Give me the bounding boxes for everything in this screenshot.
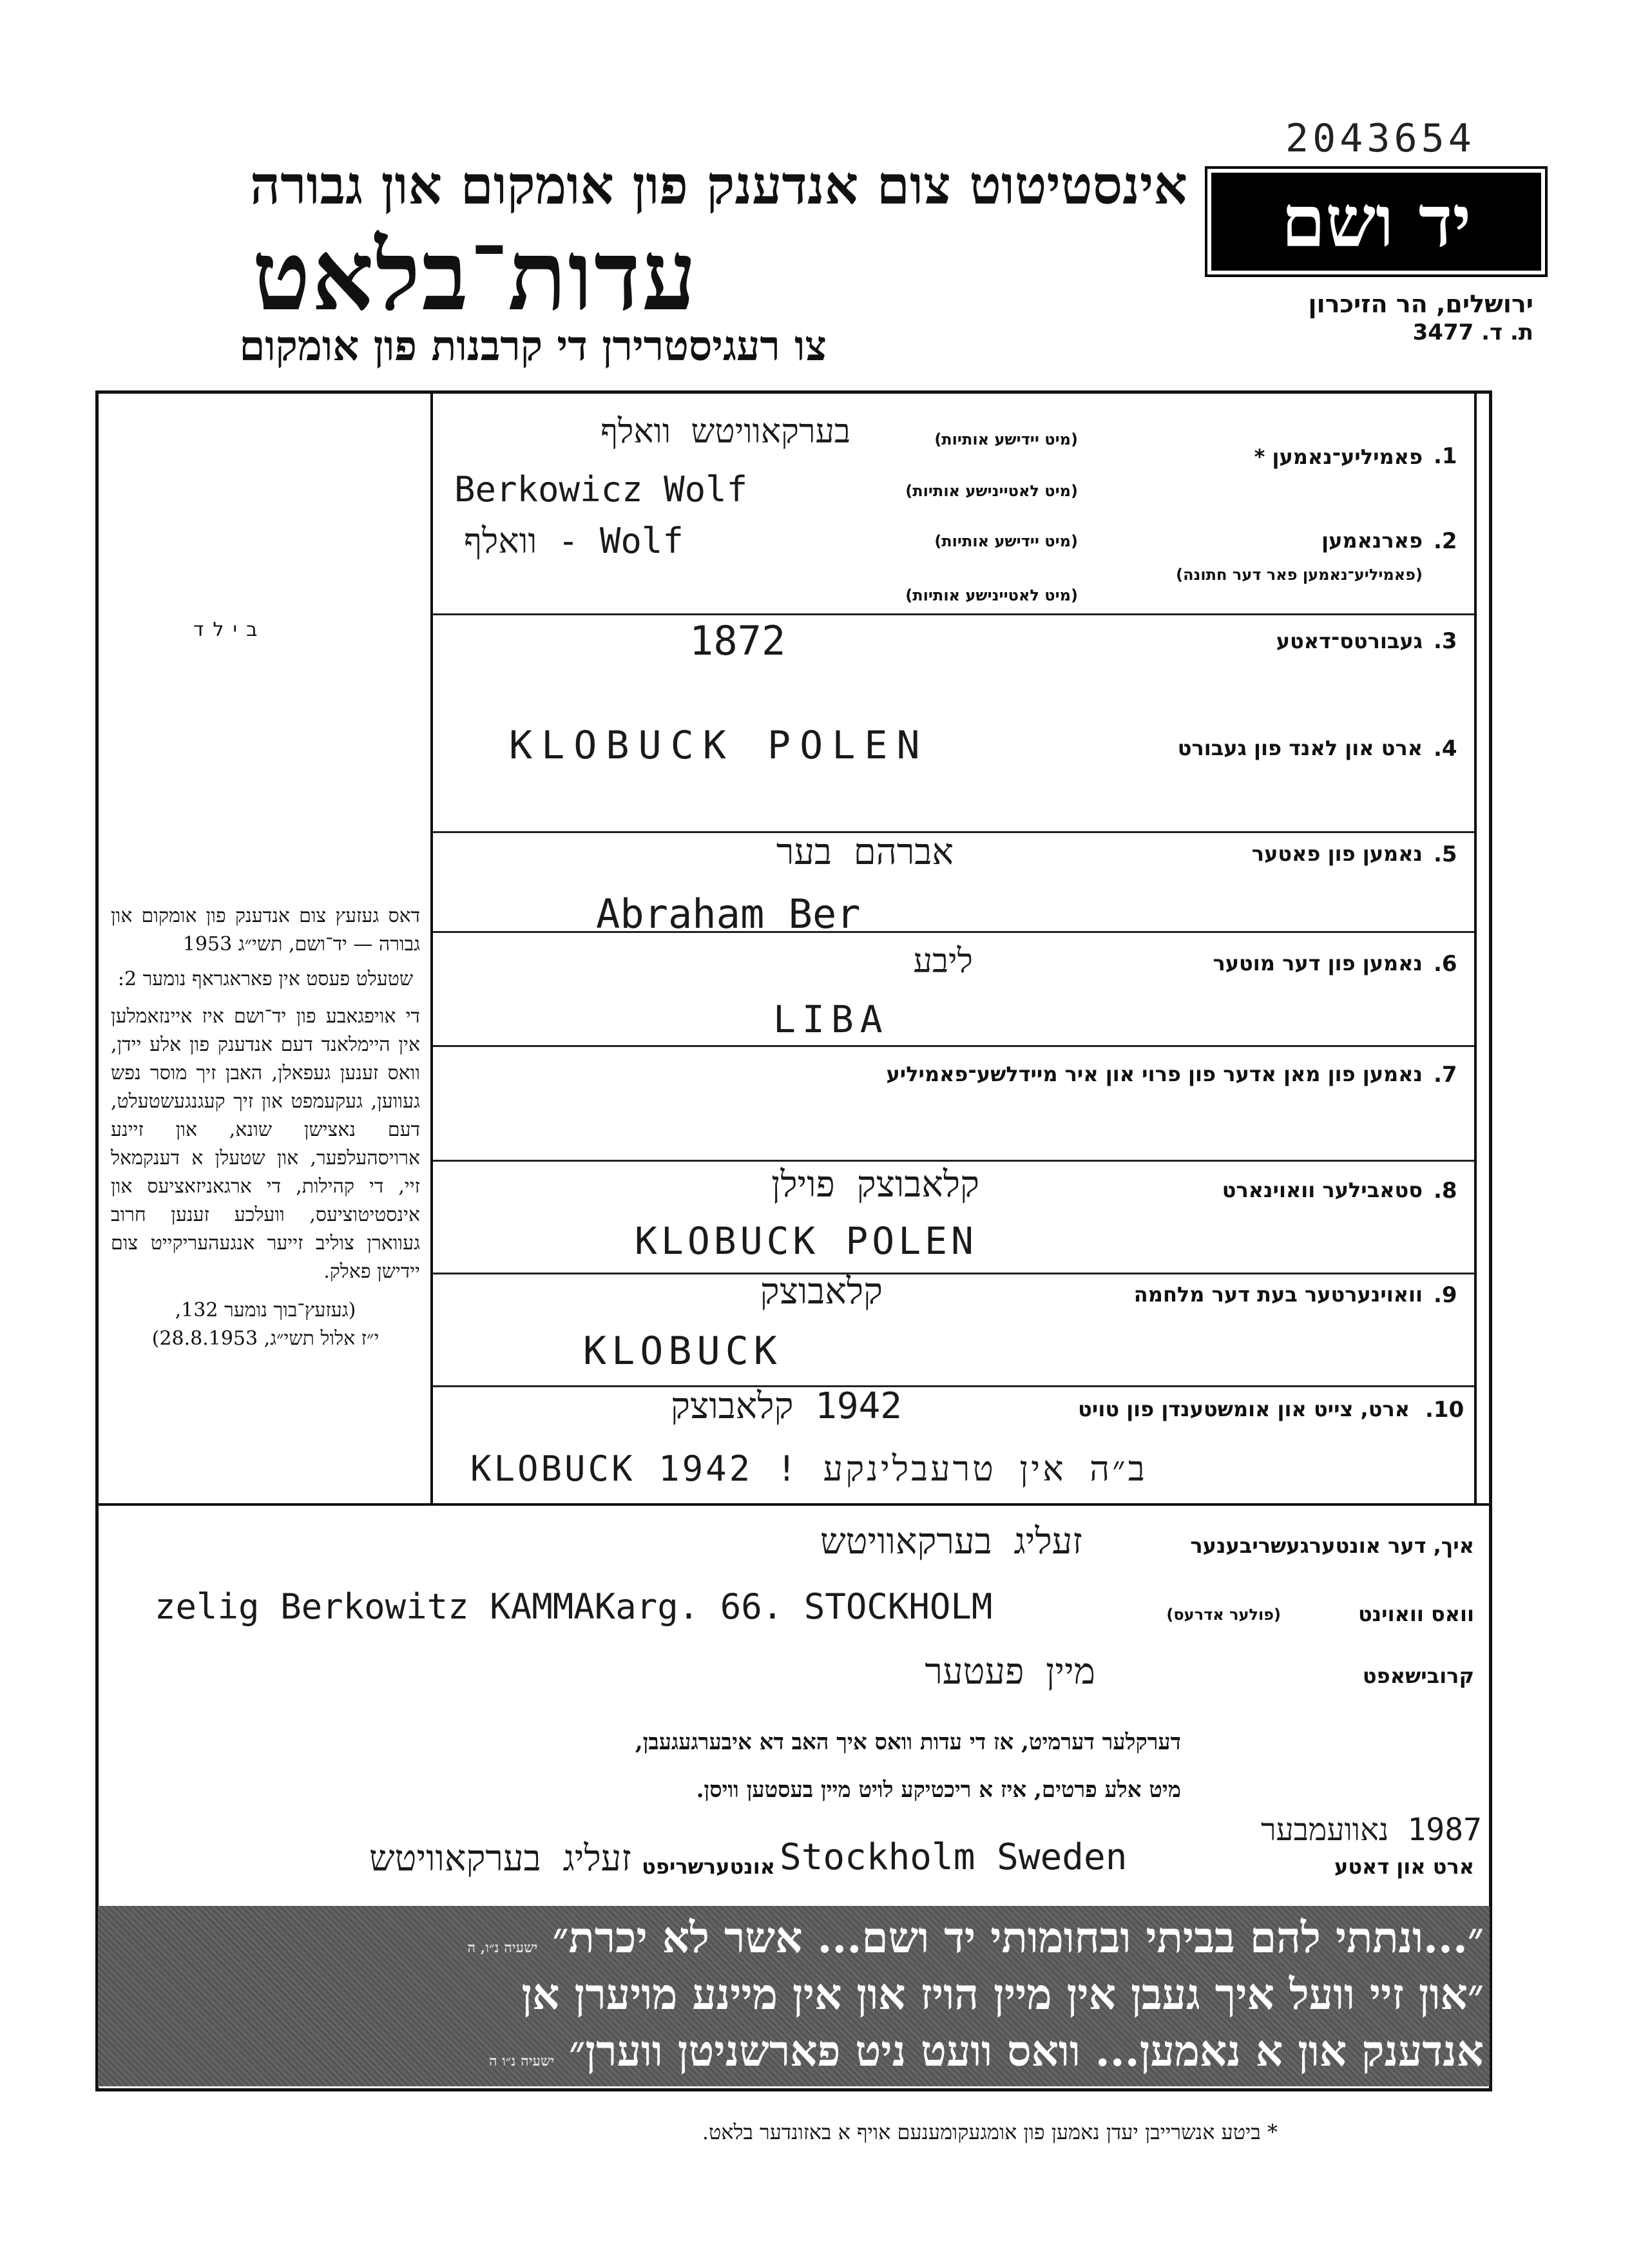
banner-source-3: ישעיה נ״ו ה: [488, 2053, 555, 2070]
row-divider: [433, 1045, 1474, 1047]
field-1-value-yiddish[interactable]: בערקאוויטש וואלף: [600, 412, 850, 451]
banner-source-1: ישעיה נ״ו, ה: [467, 1939, 538, 1956]
field-2-hint-yiddish: (מיט יידישע אותיות): [934, 532, 1078, 550]
signer-value[interactable]: זעליג בערקאוויטש: [820, 1521, 1082, 1562]
address-label: וואס וואוינט: [1358, 1602, 1474, 1626]
row-divider: [433, 1273, 1474, 1274]
field-10-number: .10: [1425, 1397, 1464, 1423]
row-divider: [433, 1160, 1474, 1162]
field-7-label: נאמען פון מאן אדער פון פרוי און איר מיידלשע־פאמיליע: [886, 1062, 1423, 1086]
field-10-value-latin[interactable]: KLOBUCK 1942 ! ב״ה אין טרעבלינקע: [470, 1448, 1147, 1489]
signer-label: איך, דער אונטערגעשריבענער: [1190, 1533, 1474, 1558]
field-6-label: נאמען פון דער מוטער: [1213, 951, 1423, 975]
field-1-hint-latin: (מיט לאטיינישע אותיות): [905, 482, 1078, 500]
law-text-paragraph: שטעלט פעסט אין פאראגראף נומער 2:: [117, 968, 414, 990]
field-6-value-latin[interactable]: LIBA: [773, 997, 889, 1041]
section-divider: [95, 1503, 1492, 1506]
field-3-label: געבורטס־דאטע: [1276, 629, 1423, 653]
photo-label: בילד: [193, 619, 267, 641]
law-text-body: די אויפגאבע פון יד־ושם איז איינזאמלען אין היימלאנד דעם אנדענק פון אלע יידן, וואס זענען געפאלן, האבן זיך מוסר נפש געווען, געקעמפט און זיך קעגנגעשטעלט, דעם נאצישן שונא, און זיינע ארויסהעלפער, און שטעלן א דענקמאל זיי, די קהילות, די ארגאניזאציעס און אינסטיטוציעס, וועלכע זענען חרוב געווארן צוליב זייער אנגעהעריקייט צום יידישן פאלק.: [111, 1005, 420, 1283]
field-6-number: .6: [1434, 951, 1457, 977]
banner-quote-3: אנדענק און א נאמען... וואס וועט ניט פארשניטן ווערן״: [569, 2026, 1484, 2076]
page-title: עדות־בלאט: [252, 219, 698, 332]
signature-label: אונטערשריפט: [642, 1854, 775, 1879]
field-2-value[interactable]: וואלף - Wolf: [464, 521, 684, 561]
field-2-number: .2: [1434, 528, 1457, 554]
law-reference: [111, 1296, 420, 1353]
logo-address: ירושלים, הר הזיכרון: [1308, 290, 1533, 318]
law-text-intro: דאס געזעץ צום אנדענק פון אומקום און גבורה — יד־ושם, תשי״ג 1953: [111, 905, 420, 956]
field-6-value-yiddish[interactable]: ליבע: [913, 942, 973, 981]
field-1-hint-yiddish: (מיט יידישע אותיות): [934, 430, 1078, 448]
institute-title: אינסטיטוט צום אנדענק פון אומקום און גבורה: [250, 155, 1187, 216]
banner-line-1: [260, 1912, 1484, 1963]
banner-quote-1: ״...ונתתי להם בביתי ובחומותי יד ושם... אשר לא יכרת״: [552, 1912, 1484, 1963]
column-divider-left: [430, 390, 433, 1505]
field-1-number: .1: [1434, 443, 1457, 469]
field-5-value-latin[interactable]: Abraham Ber: [596, 890, 861, 937]
field-9-label: וואוינערטער בעת דער מלחמה: [1133, 1282, 1423, 1307]
declaration-line-2: מיט אלע פרטים, איז א ריכטיקע לויט מיין בעסטען וויסן.: [696, 1777, 1181, 1803]
page-subtitle: צו רעגיסטרירן די קרבנות פון אומקום: [239, 322, 827, 370]
field-2-label: פארנאמען: [1321, 528, 1423, 553]
banner-line-3: [260, 2026, 1484, 2077]
law-text-block: [111, 902, 420, 1353]
address-hint: (פולער אדרעס): [1166, 1606, 1281, 1624]
signature-value[interactable]: זעליג בערקאוויטש: [369, 1838, 631, 1879]
field-9-number: .9: [1434, 1282, 1457, 1308]
row-divider: [433, 831, 1474, 833]
field-8-value-yiddish[interactable]: קלאבוצק פוילן: [771, 1164, 979, 1206]
field-7-number: .7: [1434, 1062, 1457, 1088]
address-value[interactable]: zelig Berkowitz KAMMAKarg. 66. STOCKHOLM: [155, 1586, 993, 1627]
declaration-line-1: דערקלער דערמיט, אז די עדות וואס איך האב דא איבערגעגעבן,: [635, 1729, 1181, 1755]
date-year-value[interactable]: 1987 נאוועמבער: [1261, 1812, 1482, 1848]
field-10-label: ארט, צייט און אומשטענדן פון טויט: [1078, 1397, 1410, 1421]
row-divider: [433, 931, 1474, 933]
footnote: * ביטע אנשרייבן יעדן נאמען פון אומגעקומענעם אויף א באזונדער בלאט.: [702, 2120, 1278, 2144]
field-3-value[interactable]: 1872: [689, 617, 786, 664]
field-3-number: .3: [1434, 628, 1457, 654]
field-5-label: נאמען פון פאטער: [1251, 841, 1423, 866]
banner-line-2: ״און זיי וועל איך געבן אין מיין הויז און אין מיינע מויערן אן: [521, 1969, 1484, 2019]
field-8-value-latin[interactable]: KLOBUCK POLEN: [635, 1219, 977, 1263]
field-9-value-yiddish[interactable]: קלאבוצק: [760, 1271, 883, 1312]
relation-label: קרובישאפט: [1362, 1664, 1474, 1688]
logo-pobox: ת. ד. 3477: [1412, 320, 1533, 345]
law-reference-line: י״ז אלול תשי״ג, 28.8.1953): [151, 1327, 379, 1350]
field-5-value-yiddish[interactable]: אברהם בער: [776, 831, 954, 873]
field-4-value[interactable]: KLOBUCK POLEN: [509, 723, 929, 768]
field-8-label: סטאבילער וואוינארט: [1222, 1178, 1423, 1202]
field-4-label: ארט און לאנד פון געבורט: [1177, 736, 1423, 760]
document-number: 2043654: [1285, 116, 1475, 161]
field-8-number: .8: [1434, 1178, 1457, 1204]
law-reference-line: (געזעץ־בוך נומער 132,: [175, 1299, 356, 1321]
field-2-hint-latin: (מיט לאטיינישע אותיות): [905, 586, 1078, 604]
field-10-value-yiddish[interactable]: 1942 קלאבוצק: [671, 1385, 902, 1427]
field-2-sub-label: (פאמיליע־נאמען פאר דער חתונה): [1176, 566, 1423, 584]
field-1-value-latin[interactable]: Berkowicz Wolf: [454, 469, 748, 510]
row-divider: [433, 613, 1474, 615]
column-divider-right: [1474, 390, 1477, 1505]
relation-value[interactable]: מיין פעטער: [925, 1651, 1095, 1693]
date-value[interactable]: Stockholm Sweden: [780, 1836, 1128, 1878]
field-1-label: פאמיליע־נאמען *: [1254, 445, 1423, 469]
field-4-number: .4: [1434, 736, 1457, 762]
date-label: ארט און דאטע: [1334, 1854, 1474, 1879]
field-5-number: .5: [1434, 841, 1457, 867]
field-9-value-latin[interactable]: KLOBUCK: [583, 1329, 782, 1374]
yad-vashem-logo: [1211, 173, 1541, 271]
row-divider: [433, 1385, 1474, 1387]
logo-text: יד ושם: [1281, 180, 1472, 263]
